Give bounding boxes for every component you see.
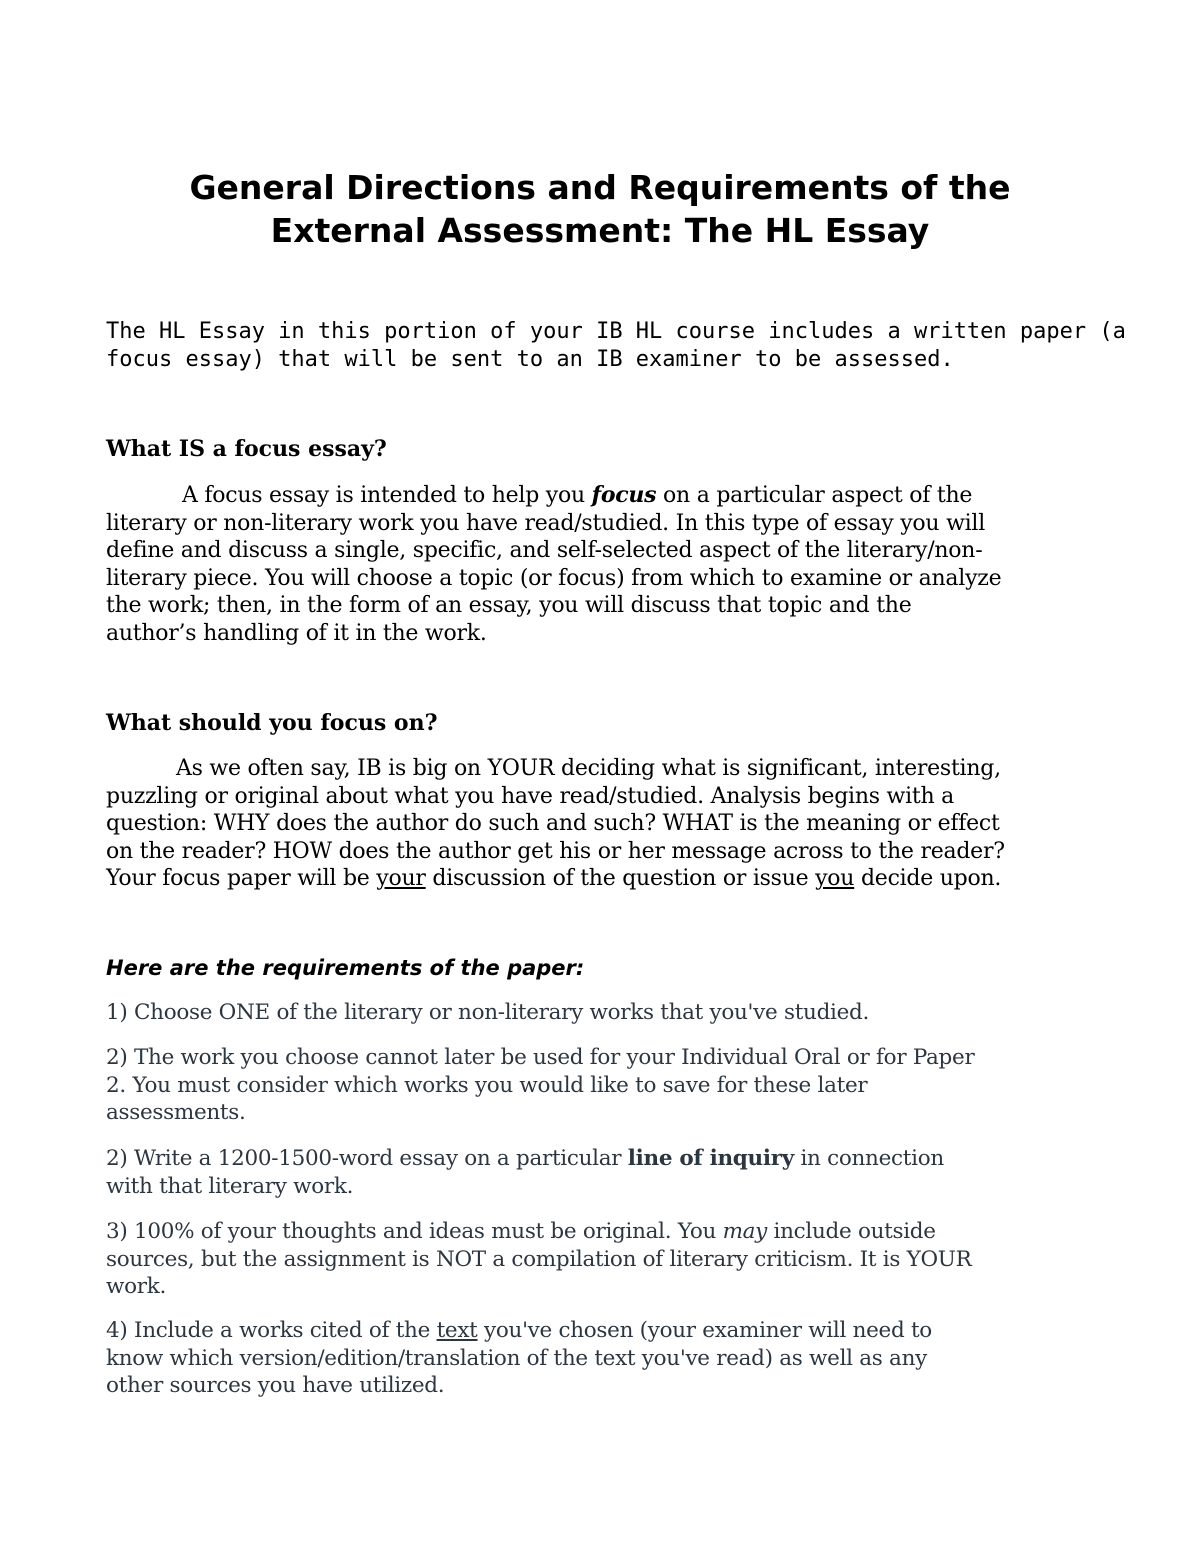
requirement-item-1 <box>106 999 1106 1027</box>
intro-paragraph <box>106 318 1126 373</box>
emphasis-focus: focus <box>591 482 657 508</box>
requirement-line: 2. You must consider which works you would like to save for these later <box>106 1072 868 1098</box>
paragraph-line: author’s handling of it in the work. <box>106 620 487 646</box>
requirement-line <box>106 1145 1106 1173</box>
requirement-line <box>106 1218 1106 1246</box>
requirement-line: with that literary work. <box>106 1173 354 1199</box>
underlined-you: you <box>815 866 855 891</box>
requirement-line: other sources you have utilized. <box>106 1373 445 1398</box>
paragraph-line <box>106 865 1106 893</box>
text-run: A focus essay is intended to help you <box>182 483 592 508</box>
paragraph-line: literary or non-literary work you have read/studied. In this type of essay you will <box>106 510 986 536</box>
paragraph-line: question: WHY does the author do such and such? WHAT is the meaning or effect <box>106 811 1000 836</box>
requirement-item-5 <box>106 1317 1106 1400</box>
underlined-text: text <box>436 1318 478 1343</box>
title-line-2: External Assessment: The HL Essay <box>270 211 930 250</box>
what-to-focus-paragraph <box>106 755 1106 893</box>
paragraph-line: literary piece. You will choose a topic (or focus) from which to examine or analyze <box>106 565 1002 591</box>
section-heading-focus-essay: What IS a focus essay? <box>106 436 387 462</box>
italic-may: may <box>722 1219 768 1244</box>
section-heading-what-to-focus: What should you focus on? <box>106 710 438 736</box>
paragraph-line: puzzling or original about what you have read/studied. Analysis begins with a <box>106 783 955 809</box>
requirement-line <box>106 1317 1106 1345</box>
focus-essay-paragraph <box>106 482 1106 647</box>
paragraph-line: the work; then, in the form of an essay, you will discuss that topic and the <box>106 593 912 618</box>
text-run: 4) Include a works cited of the <box>106 1318 437 1343</box>
text-run: include outside <box>767 1219 936 1244</box>
requirement-item-2 <box>106 1044 1106 1127</box>
text-run: on a particular aspect of the <box>656 483 973 508</box>
requirements-heading: Here are the requirements of the paper: <box>106 956 585 980</box>
text-run: you've chosen (your examiner will need to <box>477 1318 932 1343</box>
text-run: 2) Write a 1200-1500-word essay on a particular <box>106 1146 628 1171</box>
requirement-line: know which version/edition/translation of the text you've read) as well as any <box>106 1345 927 1371</box>
page-title <box>0 166 1200 252</box>
text-run: in connection <box>793 1146 944 1171</box>
title-line-1: General Directions and Requirements of the <box>189 168 1011 207</box>
requirement-line: assessments. <box>106 1100 246 1125</box>
requirement-line: 2) The work you choose cannot later be used for your Individual Oral or for Paper <box>106 1045 975 1070</box>
requirement-line: 1) Choose ONE of the literary or non-literary works that you've studied. <box>106 1000 870 1025</box>
text-run: discussion of the question or issue <box>425 866 816 891</box>
paragraph-line: on the reader? HOW does the author get his or her message across to the reader? <box>106 838 1005 864</box>
text-run: decide upon. <box>854 866 1002 891</box>
intro-line: focus essay) that will be sent to an IB examiner to be assessed. <box>106 346 954 372</box>
text-run: 3) 100% of your thoughts and ideas must be original. You <box>106 1219 723 1244</box>
paragraph-line <box>106 482 1106 510</box>
requirement-item-3 <box>106 1145 1106 1200</box>
intro-line: The HL Essay in this portion of your IB HL course includes a written paper (a <box>106 319 1126 344</box>
requirement-item-4 <box>106 1218 1106 1301</box>
requirement-line: sources, but the assignment is NOT a compilation of literary criticism. It is YOUR <box>106 1246 972 1272</box>
requirement-line: work. <box>106 1274 166 1299</box>
underlined-your: your <box>376 866 426 891</box>
text-run: Your focus paper will be <box>106 866 377 891</box>
paragraph-line: define and discuss a single, specific, and self-selected aspect of the literary/non- <box>106 538 983 563</box>
bold-line-of-inquiry: line of inquiry <box>627 1146 794 1171</box>
paragraph-line: As we often say, IB is big on YOUR deciding what is significant, interesting, <box>176 756 1001 781</box>
